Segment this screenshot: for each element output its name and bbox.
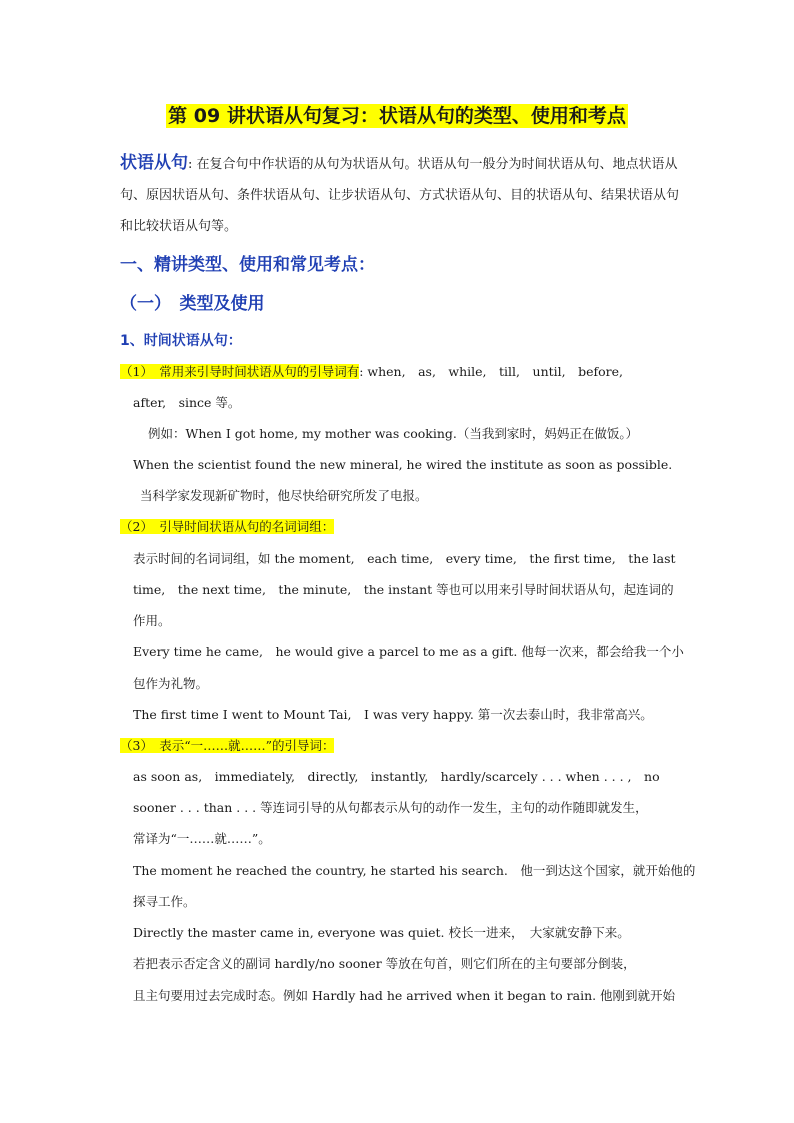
section-heading: 一、精讲类型、使用和常见考点： [120, 255, 375, 275]
point1-line2: after, since 等。 [133, 395, 241, 410]
point2-line2: time, the next time, the minute, the instant 等也可以用来引导时间状语从句，起连词的 [133, 582, 674, 597]
point3-line1: as soon as, immediately, directly, instantly, hardly/scarcely . . . when . . . , no [133, 769, 660, 784]
point3-line2: sooner . . . than . . . 等连词引导的从句都表示从句的动作一发生，主句的动作随即就发生， [133, 800, 648, 815]
point1-line1 [120, 360, 623, 384]
point1-example: 例如：When I got home, my mother was cooking.（当我到家时，妈妈正在做饭。） [148, 426, 639, 441]
point2-heading [120, 515, 334, 539]
point2-example1: Every time he came, he would give a parcel to me as a gift. 他每一次来，都会给我一个小 [133, 644, 684, 659]
point3-example1: The moment he reached the country, he started his search. 他一到达这个国家，就开始他的 [133, 863, 696, 878]
point3-heading [120, 734, 334, 758]
point1-example2-translation: 当科学家发现新矿物时，他尽快给研究所发了电报。 [140, 488, 428, 503]
intro-text: : 在复合句中作状语的从句为状语从句。状语从句一般分为时间状语从句、地点状语从句、原因状语从句、条件状语从句、让步状语从句、方式状语从句、目的状语从句、结果状语从句和比较状语从句等。 [120, 157, 680, 234]
point3-note1: 若把表示否定含义的副词 hardly/no sooner 等放在句首，则它们所在的主句要部分倒装， [133, 956, 636, 971]
point1-line1-rest: : when, as, while, till, until, before, [359, 364, 624, 379]
point3-label: （3） 表示“一……就……”的引导词： [120, 738, 335, 753]
point3-example1-cont: 探寻工作。 [133, 894, 196, 909]
point1-label: （1） 常用来引导时间状语从句的引导词有 [120, 364, 360, 379]
intro-term: 状语从句 [120, 153, 188, 173]
point2-example1-cont: 包作为礼物。 [133, 676, 209, 691]
point3-example2: Directly the master came in, everyone was quiet. 校长一进来， 大家就安静下来。 [133, 925, 630, 940]
intro-paragraph [120, 148, 680, 242]
subsection-heading: （一） 类型及使用 [120, 294, 265, 314]
point2-label: （2） 引导时间状语从句的名词词组： [120, 519, 335, 534]
page-title [0, 101, 794, 131]
point1-example2: When the scientist found the new mineral, he wired the institute as soon as possible. [133, 457, 673, 472]
point3-note2: 且主句要用过去完成时态。例如 Hardly had he arrived when it began to rain. 他刚到就开始 [133, 988, 676, 1003]
point2-line3: 作用。 [133, 613, 171, 628]
page-title-text: 第 09 讲状语从句复习：状语从句的类型、使用和考点 [168, 105, 626, 127]
time-clause-heading: 1、时间状语从句： [120, 333, 242, 349]
point3-line3: 常译为“一……就……”。 [133, 831, 271, 846]
point2-example2: The first time I went to Mount Tai, I was very happy. 第一次去泰山时，我非常高兴。 [133, 707, 653, 722]
point2-line1: 表示时间的名词词组，如 the moment, each time, every time, the first time, the last [133, 551, 676, 566]
